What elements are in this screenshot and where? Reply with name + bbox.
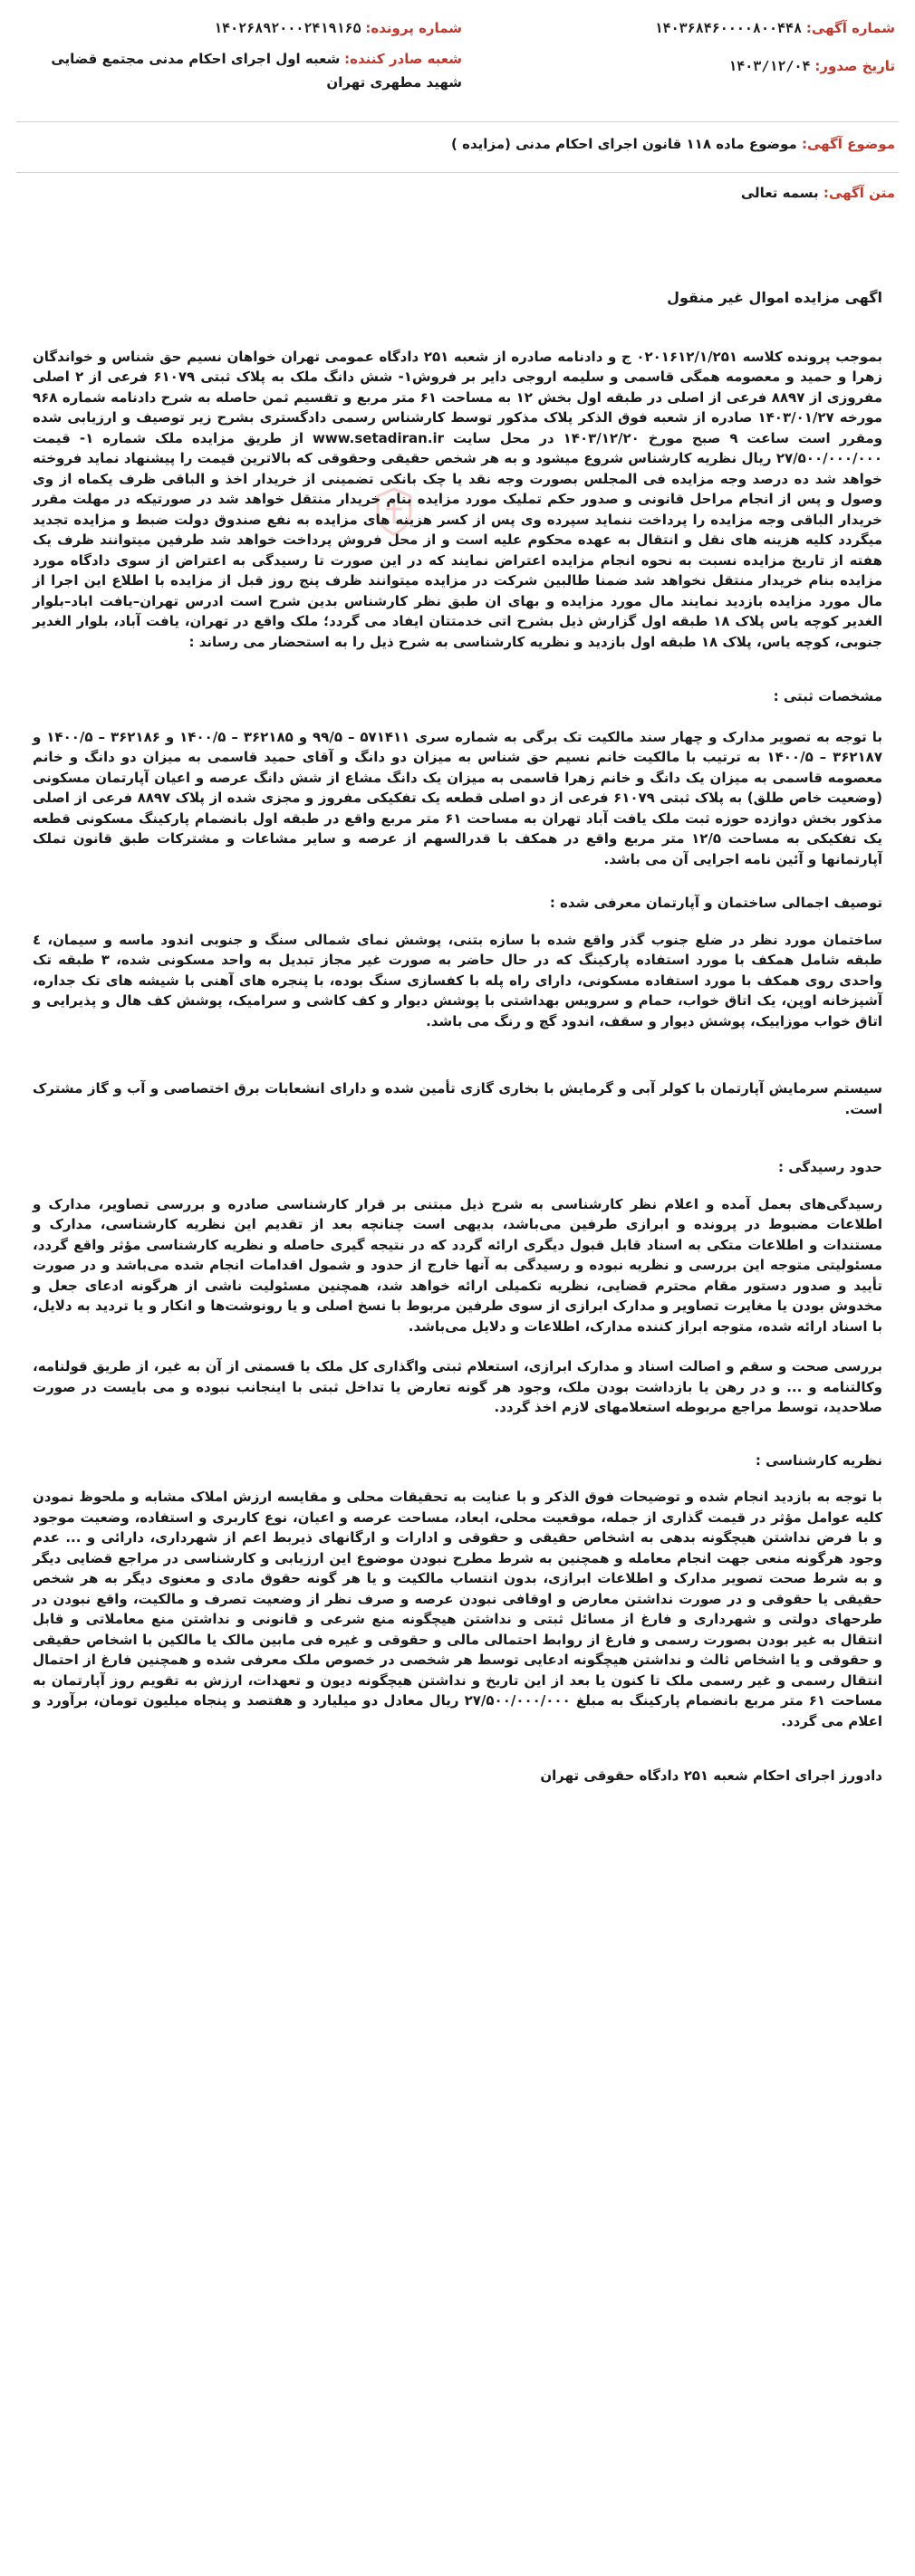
opinion-heading: نظریه کارشناسی : <box>755 1451 882 1469</box>
issue-date-label: تاریخ صدور: <box>814 58 895 74</box>
text-header-label: متن آگهی: <box>823 185 895 201</box>
issuer-text: شعبه اول اجرای احکام مدنی مجتمع قضایی شهید مطهری تهران <box>51 51 462 91</box>
subject-row <box>451 136 895 152</box>
subject-value: موضوع ماده ۱۱۸ قانون اجرای احکام مدنی (مزایده ) <box>451 136 797 152</box>
scope-paragraph-1: رسیدگی‌های بعمل آمده و اعلام نظر کارشناسی به شرح ذیل مبتنی بر قرار کارشناسی صادره و بررسی تصاویر، مدارک و اطلاعات مضبوط در پرونده و ابرازی طرفین می‌باشد، بدیهی است چنانچه بعد از تقدیم این نظریه کارشناسی، مدارک و مستندات و اطلاعات متکی به اسناد قابل قبول دیگری ارائه گردد که در نتیجه گیری حاصله و نظریه کارشناسی مؤثر واقع گردد، مسئولیتی متوجه این بررسی و نظریه نبوده و رسیدگی به آنها خارج از حدود و شمول اقدامات انجام شده می‌باشد و در صورت تأیید و صدور دستور مقام محترم قضایی، نظریه تکمیلی ارائه خواهد شد، همچنین مسئولیت ناشی از هرگونه ادعای جعل و مخدوش بودن یا مغایرت تصاویر و مدارک ابرازی از سوی طرفین مربوط با نسخ اصلی و یا رونوشت‌ها و انکار و یا تردید به دلایل، با اسناد ارائه شده، متوجه ابراز کننده مدارک، اطلاعات و دلایل می‌باشد. <box>33 1195 882 1335</box>
notice-number-label: شماره آگهی: <box>805 20 895 36</box>
scope-paragraph-2: بررسی صحت و سقم و اصالت اسناد و مدارک ابرازی، استعلام ثبتی واگذاری کل ملک یا قسمتی از آن به غیر، از طریق قولنامه، وکالتنامه و ... و در رهن یا بازداشت بودن ملک، وجود هر گونه تعارض یا تداخل ثبتی با اینجانب نبوده و می بایست در صورت صلاحدید، توسط مراجع مربوطه استعلامهای لازم اخذ گردد. <box>33 1358 882 1415</box>
notice-body <box>33 288 882 1786</box>
issue-date: ۱۴۰۳/۱۲/۰۴ <box>728 58 811 74</box>
building-paragraph: ساختمان مورد نظر در ضلع جنوب گذر واقع شده با سازه بتنی، پوشش نمای شمالی سنگ و جنوبی اندود ماسه و سیمان، ٤ طبقه شامل همکف با مورد استفاده پارکینگ که در حال حاضر به صورت غیر مجاز تبدیل به واحد مسکونی شده، ۳ طبقه تک واحدی روی همکف با مورد استفاده مسکونی، دارای راه پله با کفسازی سنگ بوده، با پنجره های آهنی با شیشه های تک جداره، آشپزخانه اوپن، یک اتاق خواب، حمام و سرویس بهداشتی با پوشش دیوار و کف کاشی و سرامیک، پوشش کف هال و پذیرایی و اتاق خواب موزاییک، پوشش دیوار و سقف، اندود گچ و رنگ می باشد. <box>33 931 882 1029</box>
opinion-paragraph: با توجه به بازدید انجام شده و توضیحات فوق الذکر و با عنایت به تحقیقات محلی و مقایسه ارزش املاک مشابه و ملحوظ نمودن کلیه عوامل مؤثر در قیمت گذاری از جمله، موقعیت محلی، ابعاد، مساحت عرصه و اعیان، نوع کاربری و استفاده، وضعیت موجود و با فرض نداشتن هیچگونه بدهی به اشخاص حقیقی و حقوقی و ادارات و ارگانهای ذیربط اعم از شهرداری، دارائی و ... عدم وجود هرگونه منعی جهت انجام معامله و همچنین به شرط مطرح نبودن موضوع این ارزیابی و کارشناسی در مراجع قضایی دیگر و به شرط صحت تصویر مدارک و اطلاعات ابرازی، بدون انتساب مالکیت و یا هر گونه حقوق مادی و معنوی دیگر به هر شخص حقیقی یا حقوقی و در صورت نداشتن معارض و اوقافی نبودن عرصه و صرف نظر از وضعیت تصرف و مالکیت، واقع نبودن در طرحهای دولتی و شهرداری و فارغ از مسائل ثبتی و نداشتن هیچگونه منع شرعی و قانونی و نداشتن منع معاملاتی و قابل انتقال به غیر بودن بصورت رسمی و فارغ از روابط احتمالی مالی و حقوقی و غیره فی مابین مالک یا مالکین با اشخاص حقیقی و حقوقی و یا اشخاص ثالث و نداشتن هیچگونه ادعایی توسط هر شخصی در خصوص ملک معرفی شده و همچنین فارغ از احتمال انتقال رسمی و غیر رسمی ملک تا کنون یا بعد از این تاریخ و نداشتن هیچگونه دیون و تعهدات، ارزش به تقویم روز آپارتمان به مساحت ۶۱ متر مربع بانضمام پارکینگ به مبلغ ۲۷/۵۰۰/۰۰۰/۰۰۰ ریال معادل دو میلیارد و هفتصد و پنجاه میلیون تومان، برآورد و اعلام می گردد. <box>33 1489 882 1729</box>
text-header-row <box>741 185 895 201</box>
issue-date-row <box>728 56 895 76</box>
subject-label: موضوع آگهی: <box>801 136 895 152</box>
registration-heading: مشخصات ثبتی : <box>773 688 882 704</box>
issuer-label: شعبه صادر کننده: <box>344 51 462 67</box>
intro-paragraph: بموجب پرونده کلاسه ۰۲۰۱۶۱۲/۱/۲۵۱ ج و دادنامه صادره از شعبه ۲۵۱ دادگاه عمومی تهران خواهان نسیم حق شناس و خواندگان زهرا و حمید و معصومه همگی قاسمی و سلیمه اروجی دایر بر فروش۱- شش دانگ ملک به پلاک ثبتی ۶۱۰۷۹ فرعی از ۲ اصلی مفروزی از ۸۸۹۷ فرعی از اصلی در طبقه اول بخش ۱۲ به مساحت ۶۱ متر مربع و تقسیم ثمن حاصله به شرح دادنامه شماره ۹۶۸ مورخه ۱۴۰۳/۰۱/۲۷ صادره از شعبه فوق الذکر پلاک مذکور توسط کارشناس رسمی دادگستری بشرح زیر توصیف و ارزیابی شده ومقرر است ساعت ۹ صبح مورخ ۱۴۰۳/۱۲/۲۰ در محل سایت www.setadiran.ir از طریق مزایده ملک شماره ۱- قیمت ۲۷/۵۰۰/۰۰۰/۰۰۰ ریال نظریه کارشناس شروع میشود و به هر شخص حقیقی وحقوقی که بالاترین قیمت را پیشنهاد نماید فروخته خواهد شد ده درصد وجه مزایده فی المجلس بصورت وجه نقد یا چک بانکی تضمینی از خریدار اخذ و الباقی ظرف یکماه از وی وصول و پس از انجام مراحل قانونی و صدور حکم تملیک مورد مزایده بنام خریدار منتقل خواهد شد در صورتیکه در مهلت مقرر خریدار الباقی وجه مزایده را پرداخت ننماید سپرده وی پس از کسر هزینه های مزایده به نفع صندوق دولت ضبط و مزایده تجدید میگردد کلیه هزینه های نقل و انتقال به عهده محکوم علیه است و از محل فروش پرداخت خواهد شد طرفین میتوانند ظرف یک هفته از تاریخ مزایده نسبت به نحوه انجام مزایده اعتراض نمایند که در این صورت تا رسیدگی به اعتراض از سوی دادگاه مورد مزایده بنام خریدار منتقل نخواهد شد ضمنا طالبین شرکت در مزایده میتوانند ظرف پنج روز قبل از مزایده با اطلاع این اجرا از مال مورد مزایده بازدید نمایند مال مورد مزایده و بهای ان طبق نظر کارشناس بدین شرح است ادرس تهران–یافت اباد–بلوار الغدیر کوچه یاس پلاک ۱۸ طبقه اول گزارش ذیل بشرح اتی خدمتتان ایفاد می گردد؛ ملک واقع در تهران، یافت آباد، بلوار الغدیر جنوبی، کوچه یاس، پلاک ۱۸ طبقه اول بازدید و نظریه کارشناسی به شرح ذیل را به استحضار می رساند : <box>33 348 883 650</box>
signature: دادورز اجرای احکام شعبه ۲۵۱ دادگاه حقوقی تهران <box>540 1767 882 1784</box>
case-number-row <box>214 18 462 38</box>
subject-divider <box>16 172 899 173</box>
text-header-value: بسمه تعالی <box>740 185 819 201</box>
notice-number-row <box>655 18 895 38</box>
scope-heading: حدود رسیدگی : <box>777 1159 882 1175</box>
header-divider <box>16 121 899 122</box>
heating-paragraph: سیستم سرمایش آپارتمان با کولر آبی و گرمایش با بخاری گازی تأمین شده و دارای انشعابات برق اختصاصی و آب و گاز مشترک است. <box>33 1080 882 1117</box>
case-number-label: شماره پرونده: <box>365 20 462 36</box>
notice-number: ۱۴۰۳۶۸۴۶۰۰۰۰۸۰۰۴۴۸ <box>654 20 803 36</box>
registration-paragraph: با توجه به تصویر مدارک و چهار سند مالکیت تک برگی به شماره سری ۵۷۱۴۱۱ – ۹۹/۵ و ۳۶۲۱۸۵ – ۱۴۰۰/۵ و ۳۶۲۱۸۶ – ۱۴۰۰/۵ و ۳۶۲۱۸۷ – ۱۴۰۰/۵ به ترتیب با مالکیت خانم نسیم حق شناس به میزان دو دانگ و آقای حمید قاسمی به میزان دو دانگ و خانم معصومه قاسمی به میزان یک دانگ و خانم زهرا قاسمی به میزان یک دانگ مشاع از شش دانگ عرصه و اعیان آپارتمان مسکونی (وضعیت خاص طلق) به پلاک ثبتی ۶۱۰۷۹ فرعی از دو اصلی قطعه یک تفکیکی مفروز و مجزی شده از پلاک ۸۸۹۷ فرعی از اصلی مذکور بخش دوازده حوزه ثبت ملک یافت آباد تهران به مساحت ۶۱ متر مربع واقع در طبقه اول بانضمام پارکینگ مسکونی قطعه یک تفکیکی به مساحت ۱۲/۵ متر مربع واقع در همکف با قدرالسهم از عرصه و سایر مشاعات و مشترکات طبق قانون تملک آپارتمانها و آئین نامه اجرایی آن می باشد. <box>33 728 882 867</box>
notice-title: اگهی مزایده اموال غیر منقول <box>667 289 882 306</box>
issuer-row <box>36 47 462 94</box>
case-number: ۱۴۰۲۶۸۹۲۰۰۰۲۴۱۹۱۶۵ <box>214 20 361 36</box>
building-heading: توصیف اجمالی ساختمان و آپارتمان معرفی شده : <box>549 895 882 911</box>
